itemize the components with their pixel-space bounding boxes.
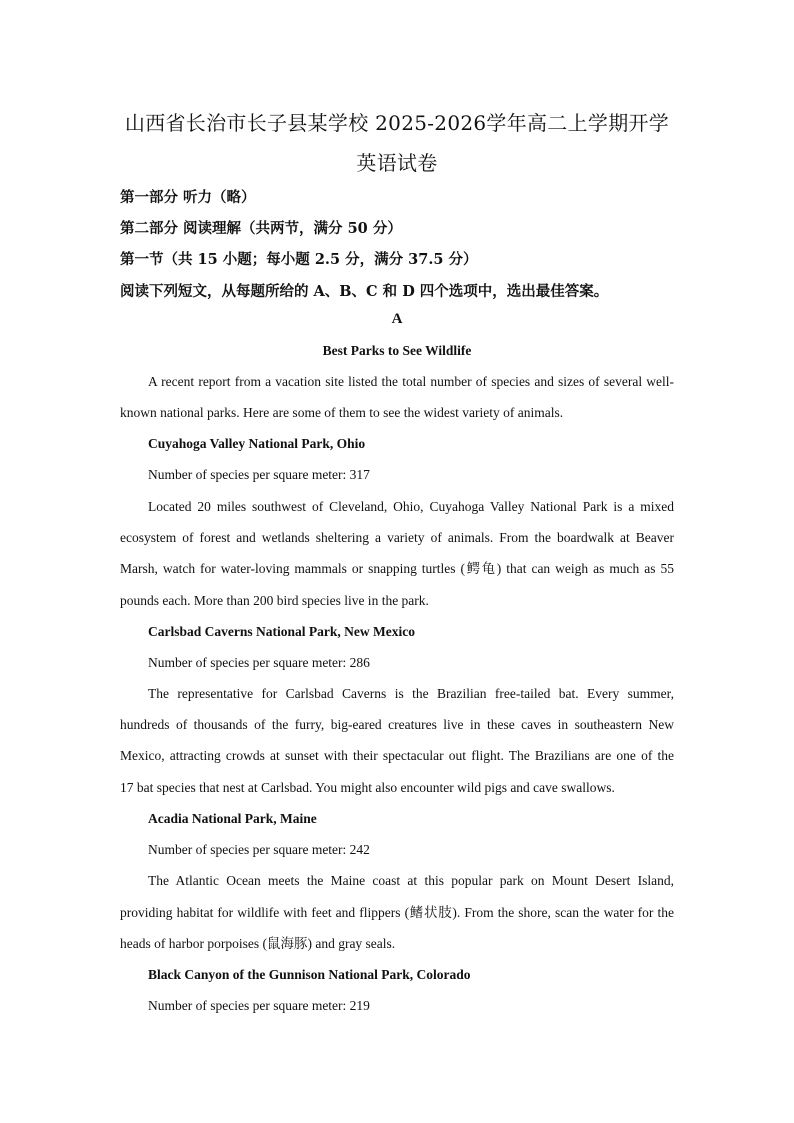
park-description-line: providing habitat for wildlife with feet and flippers (鳍状肢). From the shore, scan the water for the [120, 905, 674, 920]
exam-title-line-2: 英语试卷 [356, 151, 438, 175]
park-description-line: 17 bat species that nest at Carlsbad. You might also encounter wild pigs and cave swallows. [120, 780, 615, 795]
section-1-heading: 第一节（共 15 小题；每小题 2.5 分，满分 37.5 分） [120, 251, 478, 268]
passage-heading: Best Parks to See Wildlife [322, 343, 472, 358]
park-description-line: hundreds of thousands of the furry, big-eared creatures live in these caves in southeastern New [120, 717, 674, 732]
part-2-heading: 第二部分 阅读理解（共两节，满分 50 分） [120, 220, 402, 237]
park-species-count: Number of species per square meter: 242 [148, 842, 370, 857]
park-description-line: The Atlantic Ocean meets the Maine coast at this popular park on Mount Desert Island, [148, 873, 674, 888]
park-description-line: The representative for Carlsbad Caverns is the Brazilian free-tailed bat. Every summer, [148, 686, 674, 701]
park-description-line: Located 20 miles southwest of Cleveland, Ohio, Cuyahoga Valley National Park is a mixed [148, 499, 674, 514]
intro-line: A recent report from a vacation site listed the total number of species and sizes of several well- [148, 374, 674, 389]
park-name: Black Canyon of the Gunnison National Park, Colorado [148, 967, 471, 982]
part-1-heading: 第一部分 听力（略） [120, 189, 256, 206]
intro-line: known national parks. Here are some of them to see the widest variety of animals. [120, 405, 564, 420]
park-description-line: ecosystem of forest and wetlands sheltering a variety of animals. From the boardwalk at Beaver [120, 530, 674, 545]
park-description-line: pounds each. More than 200 bird species live in the park. [120, 593, 429, 608]
park-name: Carlsbad Caverns National Park, New Mexico [148, 624, 415, 639]
park-description-line: heads of harbor porpoises (鼠海豚) and gray seals. [120, 936, 396, 951]
park-description-line: Marsh, watch for water-loving mammals or snapping turtles (鳄龟) that can weigh as much as 55 [120, 561, 674, 576]
park-name: Cuyahoga Valley National Park, Ohio [148, 436, 366, 451]
park-species-count: Number of species per square meter: 219 [148, 998, 370, 1013]
exam-title-line-1: 山西省长治市长子县某学校 2025-2026学年高二上学期开学 [124, 111, 670, 135]
park-species-count: Number of species per square meter: 286 [148, 655, 370, 670]
park-description-line: Mexico, attracting crowds at sunset with their spectacular out flight. The Brazilians are one of the [120, 748, 674, 763]
instruction-text: 阅读下列短文，从每题所给的 A、B、C 和 D 四个选项中，选出最佳答案。 [120, 283, 609, 300]
park-species-count: Number of species per square meter: 317 [148, 467, 370, 482]
park-name: Acadia National Park, Maine [148, 811, 317, 826]
passage-letter: A [391, 311, 403, 327]
